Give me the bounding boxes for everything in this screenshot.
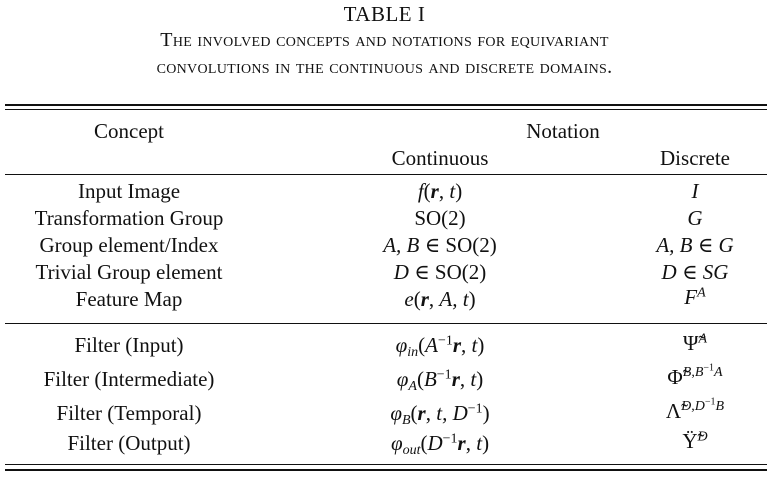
row-continuous: f(r, t): [417, 179, 463, 203]
row-continuous: SO(2): [414, 206, 466, 230]
row-continuous: e(r, A, t): [404, 287, 476, 311]
table-title: TABLE I: [343, 2, 426, 26]
row-continuous: $\varphi_{out}(D^{-1}r$, t): [390, 431, 490, 459]
top-rule-2: [5, 109, 767, 110]
row-discrete: I: [691, 179, 699, 203]
row-concept: Feature Map: [75, 287, 183, 311]
row-continuous: D ∈ SO(2): [393, 260, 487, 284]
row-discrete: $F^A$: [684, 285, 706, 309]
bottom-rule-1: [5, 464, 767, 465]
header-discrete: Discrete: [660, 146, 730, 170]
header-concept: Concept: [94, 119, 164, 143]
table-caption-line-1: The involved concepts and notations for equivariant: [160, 29, 609, 51]
row-discrete: Λ̃$^{D,D^{-1}B}$: [665, 396, 725, 423]
row-discrete: Φ̃$^{B,B^{-1}A}$: [667, 362, 723, 389]
row-discrete: D ∈ SG: [661, 260, 729, 284]
top-rule-1: [5, 104, 767, 106]
row-concept: Transformation Group: [34, 206, 224, 230]
row-concept: Filter (Temporal): [56, 401, 202, 425]
header-rule: [5, 174, 767, 175]
header-continuous: Continuous: [391, 146, 489, 170]
row-continuous: $\varphi_B(r$, t, $D^{-1}$): [390, 401, 490, 429]
row-concept: Filter (Intermediate): [43, 367, 215, 391]
row-concept: Group element/Index: [39, 233, 219, 257]
row-concept: Filter (Output): [67, 431, 191, 455]
row-continuous: $\varphi_A(B^{-1}r$, t): [396, 367, 484, 395]
section-rule: [5, 323, 767, 324]
row-discrete: Ϋ̃$^D$: [682, 429, 708, 453]
row-concept: Input Image: [77, 179, 181, 203]
table-caption-line-2: convolutions in the continuous and discrete domains.: [156, 56, 613, 78]
row-continuous: $\varphi_{in}(A^{-1}r$, t): [395, 333, 485, 361]
row-continuous: A, B ∈ SO(2): [383, 233, 497, 257]
row-concept: Trivial Group element: [35, 260, 223, 284]
row-discrete: Ψ̃$^A$: [682, 331, 708, 355]
header-notation: Notation: [526, 119, 600, 143]
row-discrete: A, B ∈ G: [656, 233, 734, 257]
bottom-rule-2: [5, 469, 767, 471]
row-discrete: G: [687, 206, 703, 230]
row-concept: Filter (Input): [74, 333, 184, 357]
